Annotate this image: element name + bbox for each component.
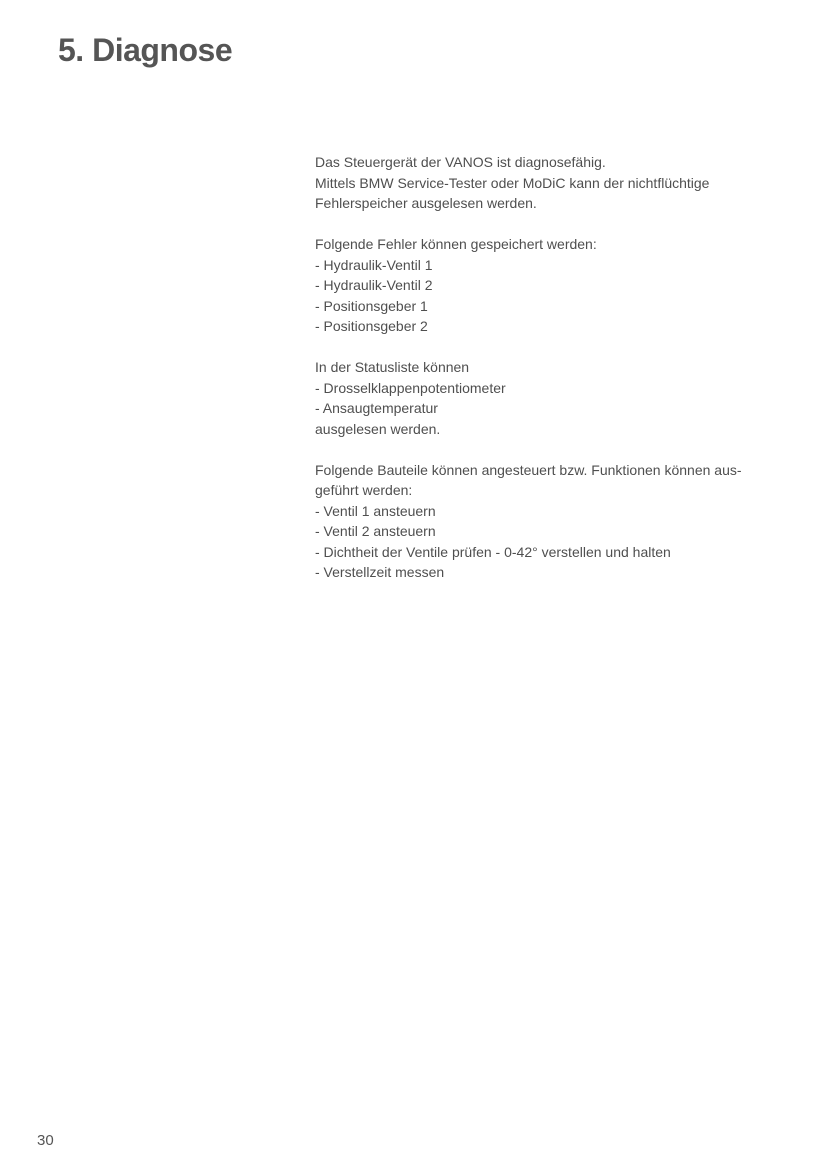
status-footer: ausgelesen werden.: [315, 420, 441, 437]
actuation-list-item: - Ventil 2 ansteuern: [315, 523, 436, 539]
fault-list-item: - Positionsgeber 1: [315, 297, 428, 314]
body-text: [315, 152, 795, 603]
intro-line: Fehlerspeicher ausgelesen werden.: [315, 195, 537, 211]
faults-heading: Folgende Fehler können gespeichert werden:: [315, 236, 597, 252]
actuation-list-item: - Ventil 1 ansteuern: [315, 502, 436, 519]
page-title: 5. Diagnose: [58, 32, 233, 68]
page-number: 30: [37, 1132, 54, 1149]
intro-paragraph: [315, 152, 795, 214]
faults-section: [315, 234, 795, 337]
actuation-list-item: - Verstellzeit messen: [315, 564, 445, 580]
status-list-item: - Drosselklappenpotentiometer: [315, 379, 506, 396]
intro-line: Das Steuergerät der VANOS ist diagnosefähig.: [315, 154, 606, 170]
actuation-heading: Folgende Bauteile können angesteuert bzw. Funktionen können aus-: [315, 461, 742, 478]
status-heading: In der Statusliste können: [315, 359, 470, 375]
actuation-list-item: - Dichtheit der Ventile prüfen - 0-42° verstellen und halten: [315, 543, 671, 560]
intro-line: Mittels BMW Service-Tester oder MoDiC kann der nichtflüchtige: [315, 174, 710, 191]
status-list-item: - Ansaugtemperatur: [315, 400, 438, 416]
status-section: [315, 357, 795, 439]
actuation-heading: geführt werden:: [315, 482, 413, 498]
fault-list-item: - Hydraulik-Ventil 2: [315, 277, 433, 293]
fault-list-item: - Hydraulik-Ventil 1: [315, 256, 433, 273]
actuation-section: [315, 460, 795, 583]
fault-list-item: - Positionsgeber 2: [315, 318, 428, 334]
